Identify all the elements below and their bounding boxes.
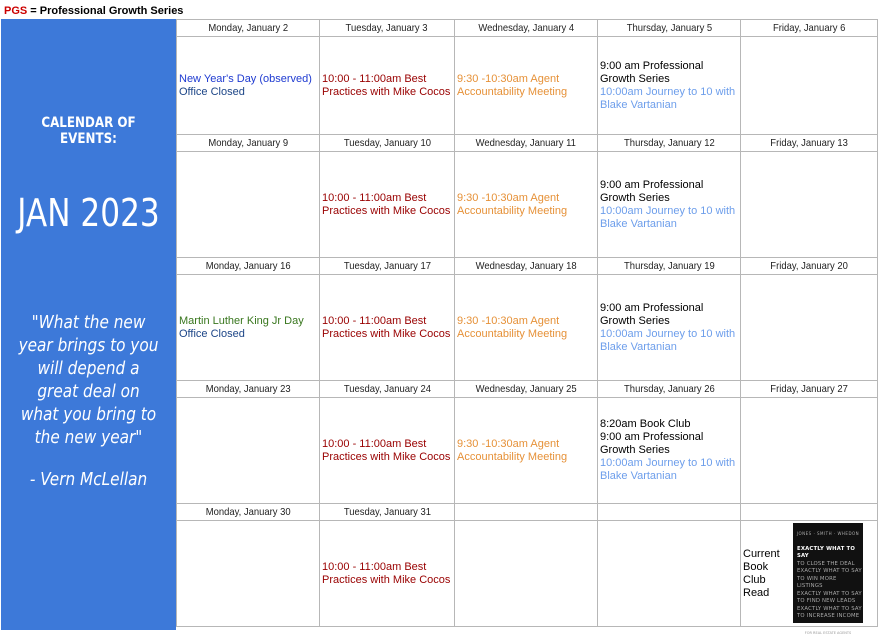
day-header-label: Monday, January 2 — [208, 22, 288, 34]
day-header — [741, 258, 878, 275]
day-header-label: Tuesday, January 31 — [343, 506, 431, 518]
sidebar — [1, 19, 176, 630]
event: 10:00 - 11:00am Best Practices with Mike Cocos — [322, 191, 451, 217]
book-title — [797, 546, 863, 621]
week-header-row — [177, 20, 878, 37]
event: Martin Luther King Jr Day — [179, 314, 304, 327]
day-cell[interactable] — [320, 398, 455, 504]
day-cell[interactable] — [455, 275, 598, 381]
day-cell[interactable] — [598, 275, 741, 381]
day-cell[interactable] — [455, 37, 598, 135]
day-cell[interactable] — [177, 275, 320, 381]
week-row — [177, 521, 878, 627]
day-header — [455, 258, 598, 275]
book-title-line: TO INCREASE INCOME — [797, 613, 860, 619]
day-header — [598, 258, 741, 275]
day-header-label: Friday, January 6 — [772, 22, 846, 34]
day-header — [598, 135, 741, 152]
event: 8:20am Book Club — [600, 418, 691, 430]
day-cell[interactable] — [320, 152, 455, 258]
day-header — [455, 20, 598, 37]
book-title-line: EXACTLY WHAT TO SAY — [797, 545, 856, 559]
day-header — [455, 135, 598, 152]
day-header — [455, 504, 598, 521]
week-header-row — [177, 381, 878, 398]
day-header-label: Tuesday, January 3 — [346, 22, 428, 34]
event: 10:00am Journey to 10 with Blake Vartanian — [600, 327, 736, 353]
book-title-line: EXACTLY WHAT TO SAY — [797, 605, 862, 612]
day-header — [320, 381, 455, 398]
event: 10:00 - 11:00am Best Practices with Mike Cocos — [322, 72, 451, 98]
week-row — [177, 152, 878, 258]
week-header-row — [177, 135, 878, 152]
event: New Year's Day (observed) — [179, 72, 312, 85]
day-header — [320, 504, 455, 521]
day-header — [320, 258, 455, 275]
day-header-label: Wednesday, January 18 — [475, 260, 577, 272]
day-cell[interactable] — [320, 521, 455, 627]
day-header-label: Wednesday, January 11 — [475, 137, 577, 149]
day-cell[interactable] — [455, 152, 598, 258]
week-header-row — [177, 258, 878, 275]
day-cell[interactable] — [741, 152, 878, 258]
book-club-section — [743, 522, 875, 635]
day-header-label: Monday, January 23 — [205, 383, 291, 395]
event: 10:00am Journey to 10 with Blake Vartanian — [600, 457, 736, 482]
day-cell[interactable] — [598, 152, 741, 258]
day-cell[interactable] — [177, 521, 320, 627]
day-header-label: Wednesday, January 4 — [478, 22, 574, 34]
day-cell[interactable] — [741, 398, 878, 504]
day-header-label: Tuesday, January 17 — [343, 260, 431, 272]
day-header — [598, 20, 741, 37]
day-header — [598, 504, 741, 521]
day-header — [741, 381, 878, 398]
day-cell[interactable] — [455, 521, 598, 627]
quote-author: - Vern McLellan — [29, 469, 148, 490]
day-cell[interactable] — [741, 521, 878, 635]
week-header-row — [177, 504, 878, 521]
event: 10:00am Journey to 10 with Blake Vartanian — [600, 204, 736, 230]
quote: "What the new year brings to you will depend a great deal on what you bring to the new year" — [18, 312, 159, 448]
event: 10:00am Journey to 10 with Blake Vartanian — [600, 85, 736, 111]
book-title-line: EXACTLY WHAT TO SAY — [797, 590, 862, 597]
event: 10:00 - 11:00am Best Practices with Mike Cocos — [322, 437, 451, 463]
day-cell[interactable] — [741, 37, 878, 135]
event: Office Closed — [179, 85, 245, 98]
day-cell[interactable] — [320, 37, 455, 135]
day-cell[interactable] — [177, 152, 320, 258]
day-header — [455, 381, 598, 398]
book-title-line: TO WIN MORE LISTINGS — [797, 575, 837, 589]
book-title-line: TO FIND NEW LEADS — [797, 598, 856, 604]
sidebar-heading: CALENDAR OF EVENTS: — [41, 115, 136, 147]
day-header-label: Friday, January 13 — [770, 137, 848, 149]
event: 9:00 am Professional Growth Series — [600, 431, 704, 456]
day-header — [177, 381, 320, 398]
event: 9:30 -10:30am Agent Accountability Meeting — [457, 72, 568, 98]
month-title: JAN 2023 — [17, 191, 160, 235]
legend — [4, 4, 183, 18]
book-title-line: EXACTLY WHAT TO SAY — [797, 568, 862, 574]
day-header-label: Friday, January 27 — [770, 383, 848, 395]
day-header-label: Tuesday, January 24 — [343, 383, 431, 395]
event: 9:00 am Professional Growth Series — [600, 59, 704, 85]
day-header — [320, 135, 455, 152]
event: Office Closed — [179, 327, 245, 340]
event: 9:30 -10:30am Agent Accountability Meeting — [457, 191, 568, 217]
day-cell[interactable] — [741, 275, 878, 381]
book-cover-image — [793, 523, 863, 635]
legend-text: = Professional Growth Series — [27, 5, 184, 17]
week-row — [177, 275, 878, 381]
day-header-label: Monday, January 16 — [205, 260, 291, 272]
day-header-label: Monday, January 9 — [208, 137, 288, 149]
book-title-line: TO CLOSE THE DEAL — [797, 560, 855, 567]
day-header-label: Friday, January 20 — [770, 260, 848, 272]
day-cell[interactable] — [320, 275, 455, 381]
day-cell[interactable] — [598, 37, 741, 135]
day-header — [741, 20, 878, 37]
day-header-label: Thursday, January 26 — [623, 383, 715, 395]
day-header — [177, 135, 320, 152]
day-header — [177, 504, 320, 521]
calendar-grid — [176, 19, 878, 635]
event: 9:30 -10:30am Agent Accountability Meeting — [457, 314, 568, 340]
legend-abbreviation: PGS — [4, 5, 28, 17]
day-header — [320, 20, 455, 37]
day-cell[interactable] — [177, 398, 320, 504]
day-cell[interactable] — [598, 521, 741, 627]
book-footer: FOR REAL ESTATE AGENTS — [804, 630, 852, 635]
day-cell[interactable] — [455, 398, 598, 504]
day-header — [741, 504, 878, 521]
day-header-label: Wednesday, January 25 — [475, 383, 577, 395]
day-header — [741, 135, 878, 152]
book-club-label: Current Book Club Read — [743, 547, 780, 599]
day-cell[interactable] — [598, 398, 741, 504]
day-header-label: Tuesday, January 10 — [343, 137, 431, 149]
event: 9:00 am Professional Growth Series — [600, 178, 704, 204]
day-header-label: Thursday, January 19 — [623, 260, 715, 272]
day-header-label: Monday, January 30 — [205, 506, 291, 518]
week-row — [177, 398, 878, 504]
event: 9:30 -10:30am Agent Accountability Meeting — [457, 437, 568, 463]
event: 9:00 am Professional Growth Series — [600, 301, 704, 327]
event: 10:00 - 11:00am Best Practices with Mike Cocos — [322, 560, 451, 586]
day-header-label: Thursday, January 12 — [623, 137, 715, 149]
day-header — [598, 381, 741, 398]
event: 10:00 - 11:00am Best Practices with Mike Cocos — [322, 314, 451, 340]
day-header — [177, 258, 320, 275]
book-authors: JONES · SMITH · WHEDON — [796, 530, 860, 536]
day-cell[interactable] — [177, 37, 320, 135]
day-header — [177, 20, 320, 37]
week-row — [177, 37, 878, 135]
day-header-label: Thursday, January 5 — [626, 22, 712, 34]
